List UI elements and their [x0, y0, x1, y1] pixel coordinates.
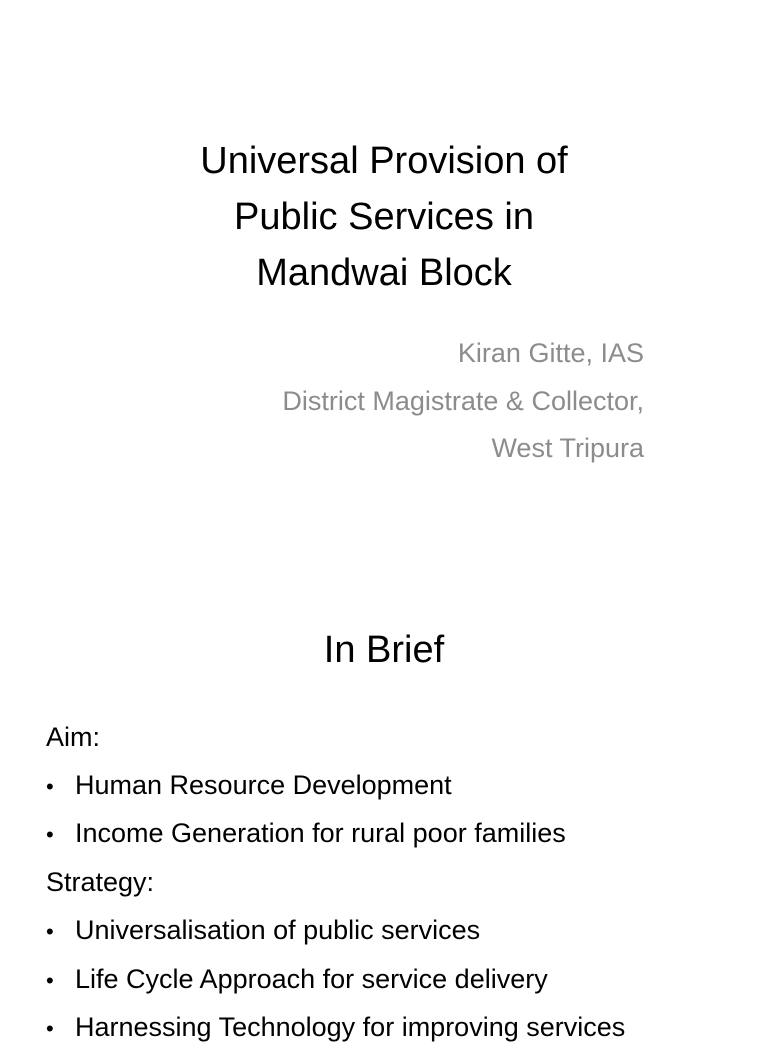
bullet-icon: •: [46, 773, 54, 799]
list-item-text: Life Cycle Approach for service delivery: [75, 963, 548, 994]
bullet-icon: •: [46, 822, 54, 848]
title-line: Mandwai Block: [256, 252, 512, 294]
list-item: [46, 762, 746, 811]
list-item: [46, 1004, 746, 1053]
list-item: [46, 810, 746, 859]
presenter-designation: District Magistrate & Collector,: [282, 385, 644, 416]
list-item-text: Human Resource Development: [75, 769, 452, 800]
in-brief-slide: [0, 578, 768, 1043]
list-item-text: Universalisation of public services: [75, 914, 481, 945]
title-line: Public Services in: [234, 196, 534, 238]
list-item-text: Income Generation for rural poor families: [75, 818, 566, 849]
bullet-icon: •: [46, 1016, 54, 1042]
list-item: [46, 956, 746, 1005]
title-line: Universal Provision of: [200, 140, 568, 182]
presenter-info: [282, 330, 644, 473]
presenter-location: West Tripura: [491, 433, 644, 463]
slide-content: [46, 714, 746, 1053]
bullet-icon: •: [46, 918, 54, 944]
bullet-icon: •: [46, 967, 54, 993]
list-item-text: Harnessing Technology for improving services: [75, 1012, 626, 1043]
strategy-heading: Strategy:: [46, 867, 155, 898]
slide-title: In Brief: [323, 629, 445, 671]
presenter-name: Kiran Gitte, IAS: [457, 338, 644, 368]
list-item: [46, 907, 746, 956]
aim-heading: Aim:: [46, 722, 100, 752]
presentation-title: [0, 133, 768, 301]
